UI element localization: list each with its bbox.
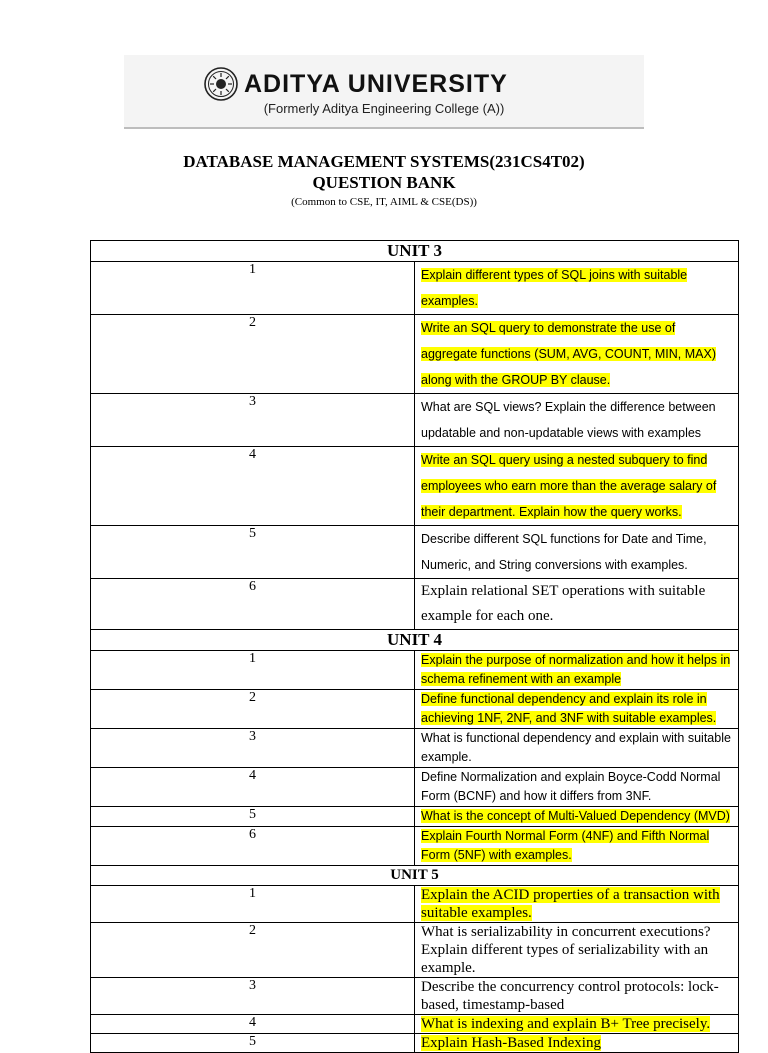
table-row	[91, 447, 739, 526]
table-row	[91, 579, 739, 630]
question-number: 4	[91, 447, 415, 526]
table-row	[91, 1015, 739, 1034]
question-text: Define Normalization and explain Boyce-Codd Normal Form (BCNF) and how it differs from 3NF.	[415, 768, 739, 807]
question-number: 3	[91, 394, 415, 447]
unit-4-section	[91, 630, 739, 866]
university-name: ADITYA UNIVERSITY	[244, 69, 508, 98]
question-number: 6	[91, 827, 415, 866]
question-number: 2	[91, 923, 415, 978]
table-row	[91, 729, 739, 768]
question-number: 2	[91, 315, 415, 394]
unit-title: UNIT 4	[91, 630, 739, 651]
table-row	[91, 262, 739, 315]
question-number: 5	[91, 1034, 415, 1053]
question-number: 6	[91, 579, 415, 630]
question-text: Explain Hash-Based Indexing	[415, 1034, 739, 1053]
question-text: What are SQL views? Explain the difference between updatable and non-updatable views with examples	[415, 394, 739, 447]
unit-title: UNIT 3	[91, 241, 739, 262]
table-row	[91, 315, 739, 394]
question-number: 1	[91, 262, 415, 315]
unit-3-section	[91, 241, 739, 630]
table-row	[91, 923, 739, 978]
question-text: Explain different types of SQL joins with suitable examples.	[415, 262, 739, 315]
unit-header-row	[91, 630, 739, 651]
table-row	[91, 651, 739, 690]
table-row	[91, 886, 739, 923]
question-text: What is the concept of Multi-Valued Dependency (MVD)	[415, 807, 739, 827]
question-text: Write an SQL query to demonstrate the use of aggregate functions (SUM, AVG, COUNT, MIN, MAX) along with the GROUP BY clause.	[415, 315, 739, 394]
question-text: What is functional dependency and explain with suitable example.	[415, 729, 739, 768]
question-number: 3	[91, 978, 415, 1015]
unit-header-row	[91, 241, 739, 262]
question-number: 4	[91, 768, 415, 807]
unit-header-row	[91, 866, 739, 886]
question-number: 1	[91, 886, 415, 923]
unit-5-section	[91, 866, 739, 1053]
question-text: What is indexing and explain B+ Tree precisely.	[415, 1015, 739, 1034]
question-text: Explain the ACID properties of a transaction with suitable examples.	[415, 886, 739, 923]
question-text: Describe different SQL functions for Date and Time, Numeric, and String conversions with examples.	[415, 526, 739, 579]
question-bank-heading: QUESTION BANK	[312, 173, 456, 192]
common-note: (Common to CSE, IT, AIML & CSE(DS))	[291, 196, 477, 208]
question-text: Explain relational SET operations with suitable example for each one.	[415, 579, 739, 630]
question-text: Write an SQL query using a nested subquery to find employees who earn more than the average salary of their department. Explain how the query works.	[415, 447, 739, 526]
table-row	[91, 827, 739, 866]
logo	[204, 67, 508, 101]
question-number: 1	[91, 651, 415, 690]
question-text: Explain Fourth Normal Form (4NF) and Fifth Normal Form (5NF) with examples.	[415, 827, 739, 866]
document-title	[0, 151, 768, 210]
question-number: 3	[91, 729, 415, 768]
question-text: Describe the concurrency control protocols: lock-based, timestamp-based	[415, 978, 739, 1015]
question-text: Define functional dependency and explain its role in achieving 1NF, 2NF, and 3NF with suitable examples.	[415, 690, 739, 729]
table-row	[91, 768, 739, 807]
course-title: DATABASE MANAGEMENT SYSTEMS(231CS4T02)	[183, 152, 585, 171]
unit-title: UNIT 5	[91, 866, 739, 886]
table-row	[91, 394, 739, 447]
table-row	[91, 690, 739, 729]
question-number: 5	[91, 807, 415, 827]
table-row	[91, 526, 739, 579]
question-number: 5	[91, 526, 415, 579]
question-number: 4	[91, 1015, 415, 1034]
question-table	[90, 240, 739, 1053]
table-row	[91, 807, 739, 827]
question-number: 2	[91, 690, 415, 729]
university-seal-icon	[204, 67, 238, 101]
table-row	[91, 978, 739, 1015]
letterhead	[124, 55, 644, 129]
university-subtitle: (Formerly Aditya Engineering College (A))	[263, 101, 505, 116]
question-text: What is serializability in concurrent executions? Explain different types of serializability with an example.	[415, 923, 739, 978]
question-text: Explain the purpose of normalization and how it helps in schema refinement with an example	[415, 651, 739, 690]
table-row	[91, 1034, 739, 1053]
